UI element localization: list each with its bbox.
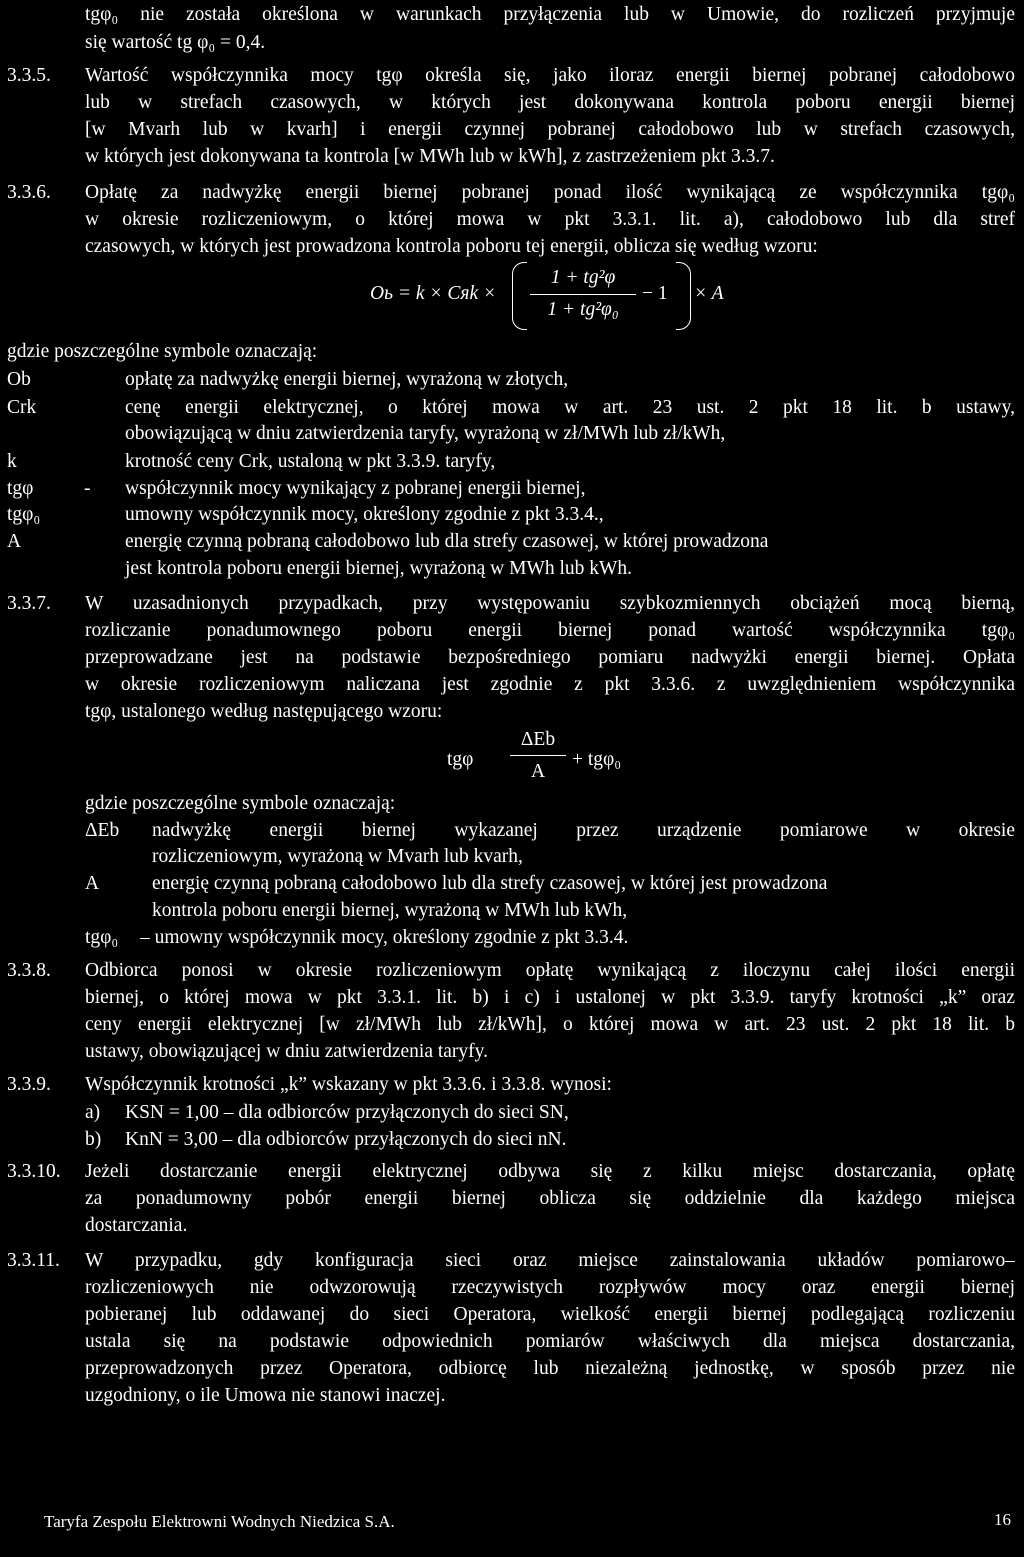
p339-item-a-text: KSN = 1,00 – dla odbiorców przyłączonych do sieci SN,	[125, 1102, 569, 1123]
p336-line-2: w okresie rozliczeniowym, o której mowa w pkt 3.3.1. lit. a), całodobowo lub dla stref	[85, 209, 1015, 230]
p336-line-3: czasowych, w których jest prowadzona kontrola poboru tej energii, oblicza się według wzoru:	[85, 236, 818, 257]
p336-line-1: Opłatę za nadwyżkę energii biernej pobranej ponad ilość wynikającą ze współczynnika tgφ₀	[85, 182, 1015, 203]
symbol-a-2-desc-2: kontrola poboru energii biernej, wyrażoną w MWh lub kWh,	[152, 900, 628, 921]
formula-right-paren	[676, 262, 691, 330]
p3310-line-3: dostarczania.	[85, 1215, 188, 1236]
symbol-delta-eb-desc-1: nadwyżkę energii biernej wykazanej przez urządzenie pomiarowe w okresie	[152, 820, 1015, 841]
p339-item-a-label: a)	[85, 1102, 101, 1123]
symbol-tgphi-desc: współczynnik mocy wynikający z pobranej energii biernej,	[125, 478, 586, 499]
symbol-crk-desc-2: obowiązującą w dniu zatwierdzenia taryfy, wyrażoną w zł/MWh lub zł/kWh,	[125, 423, 726, 444]
symbols-heading-1: gdzie poszczególne symbole oznaczają:	[7, 341, 318, 362]
formula-ob-minus-one: − 1	[642, 283, 668, 304]
symbol-tgphi: tgφ	[7, 478, 34, 499]
symbol-a: A	[7, 531, 22, 552]
section-number-3-3-11: 3.3.11.	[7, 1250, 60, 1271]
p339-item-b-text: KnN = 3,00 – dla odbiorców przyłączonych do sieci nN.	[125, 1129, 567, 1150]
section-number-3-3-5: 3.3.5.	[7, 65, 51, 86]
symbol-delta-eb-desc-2: rozliczeniowym, wyrażoną w Mvarh lub kvarh,	[152, 846, 523, 867]
p3311-line-2: rozliczeniowych nie odwzorowują rzeczywistych rozpływów mocy oraz energii biernej	[85, 1277, 1015, 1298]
symbol-crk-desc-1: cenę energii elektrycznej, o której mowa w art. 23 ust. 2 pkt 18 lit. b ustawy,	[125, 397, 1015, 418]
p339-item-b-label: b)	[85, 1129, 102, 1150]
symbol-a-desc-2: jest kontrola poboru energii biernej, wyrażoną w MWh lub kWh.	[125, 558, 633, 579]
footer-title: Taryfa Zespołu Elektrowni Wodnych Niedzica S.A.	[44, 1512, 395, 1531]
section-number-3-3-9: 3.3.9.	[7, 1074, 51, 1095]
formula-tgphi-denominator: A	[530, 761, 546, 782]
symbol-tgphi0-2-desc: – umowny współczynnik mocy, określony zgodnie z pkt 3.3.4.	[140, 927, 629, 948]
symbol-crk: Crk	[7, 397, 37, 418]
page-number: 16	[994, 1510, 1011, 1529]
formula-tgphi-fraction-bar	[510, 755, 566, 756]
intro-line-1: tgφ₀ nie została określona w warunkach przyłączenia lub w Umowie, do rozliczeń przyjmuje	[85, 4, 1015, 25]
symbol-delta-eb: ΔEb	[85, 820, 120, 841]
p335-line-1: Wartość współczynnika mocy tgφ określa się, jako iloraz energii biernej pobranej całodobowo	[85, 65, 1015, 86]
formula-ob-fraction-bar	[530, 294, 636, 295]
p338-line-2: biernej, o której mowa w pkt 3.3.1. lit. b) i c) i ustalonej w pkt 3.3.9. taryfy krotności „k” oraz	[85, 987, 1015, 1008]
symbol-tgphi-dash: -	[84, 478, 91, 499]
symbol-tgphi0-desc: umowny współczynnik mocy, określony zgodnie z pkt 3.3.4.,	[125, 504, 604, 525]
formula-ob-rhs: × A	[694, 283, 724, 304]
symbol-tgphi0: tgφ₀	[7, 504, 41, 525]
intro-line-2: się wartość tg φ₀ = 0,4.	[85, 32, 266, 53]
p3311-line-3: pobieranej lub oddawanej do sieci Operatora, wielkość energii biernej podlegającą rozliczeniu	[85, 1304, 1015, 1325]
p3310-line-2: za ponadumowny pobór energii biernej oblicza się oddzielnie dla każdego miejsca	[85, 1188, 1015, 1209]
formula-ob-lhs: Oь = k × Cяk ×	[370, 283, 497, 304]
symbol-ob: Ob	[7, 369, 31, 390]
formula-tgphi-numerator: ΔEb	[520, 729, 556, 750]
p338-line-4: ustawy, obowiązującej w dniu zatwierdzenia taryfy.	[85, 1041, 489, 1062]
symbol-a-2-desc-1: energię czynną pobraną całodobowo lub dla strefy czasowej, w której jest prowadzona	[152, 873, 828, 894]
p338-line-1: Odbiorca ponosi w okresie rozliczeniowym opłatę wynikającą z iloczynu całej ilości energii	[85, 960, 1015, 981]
symbol-tgphi0-2: tgφ₀	[85, 927, 119, 948]
p335-line-2: lub w strefach czasowych, w których jest dokonywana kontrola poboru energii biernej	[85, 92, 1015, 113]
p337-line-2: rozliczanie ponadumownego poboru energii biernej ponad wartość współczynnika tgφ₀	[85, 620, 1015, 641]
symbol-k: k	[7, 451, 17, 472]
p3311-line-6: uzgodniony, o ile Umowa nie stanowi inaczej.	[85, 1385, 446, 1406]
section-number-3-3-6: 3.3.6.	[7, 182, 51, 203]
p338-line-3: ceny energii elektrycznej [w zł/MWh lub zł/kWh], o której mowa w art. 23 ust. 2 pkt 18 lit. b	[85, 1014, 1015, 1035]
symbols-heading-2: gdzie poszczególne symbole oznaczają:	[85, 793, 396, 814]
symbol-ob-desc: opłatę za nadwyżkę energii biernej, wyrażoną w złotych,	[125, 369, 569, 390]
p3311-line-5: przeprowadzonych przez Operatora, odbiorcę lub niezależną jednostkę, w sposób przez nie	[85, 1358, 1015, 1379]
p339-line-1: Współczynnik krotności „k” wskazany w pkt 3.3.6. i 3.3.8. wynosi:	[85, 1074, 612, 1095]
section-number-3-3-7: 3.3.7.	[7, 593, 51, 614]
p335-line-3: [w Mvarh lub w kvarh] i energii czynnej pobranej całodobowo lub w strefach czasowych,	[85, 119, 1015, 140]
p337-line-5: tgφ, ustalonego według następującego wzoru:	[85, 701, 443, 722]
symbol-k-desc: krotność ceny Crk, ustaloną w pkt 3.3.9. taryfy,	[125, 451, 496, 472]
symbol-a-2: A	[85, 873, 100, 894]
section-number-3-3-8: 3.3.8.	[7, 960, 51, 981]
p3311-line-4: ustala się na podstawie odpowiednich pomiarów właściwych dla miejsca dostarczania,	[85, 1331, 1015, 1352]
formula-ob-denominator: 1 + tg²φ₀	[547, 299, 619, 320]
p335-line-4: w których jest dokonywana ta kontrola [w MWh lub w kWh], z zastrzeżeniem pkt 3.3.7.	[85, 146, 775, 167]
p337-line-3: przeprowadzane jest na podstawie bezpośredniego pomiaru nadwyżki energii biernej. Opłata	[85, 647, 1015, 668]
p3311-line-1: W przypadku, gdy konfiguracja sieci oraz miejsce zainstalowania układów pomiarowo–	[85, 1250, 1015, 1271]
p337-line-4: w okresie rozliczeniowym naliczana jest zgodnie z pkt 3.3.6. z uwzględnieniem współczynnika	[85, 674, 1015, 695]
formula-ob-numerator: 1 + tg²φ	[550, 267, 616, 288]
section-number-3-3-10: 3.3.10.	[7, 1161, 61, 1182]
formula-tgphi-lhs: tgφ	[447, 749, 474, 770]
symbol-a-desc-1: energię czynną pobraną całodobowo lub dla strefy czasowej, w której prowadzona	[125, 531, 769, 552]
formula-tgphi-rhs: + tgφ₀	[572, 749, 622, 770]
p3310-line-1: Jeżeli dostarczanie energii elektrycznej odbywa się z kilku miejsc dostarczania, opłatę	[85, 1161, 1015, 1182]
p337-line-1: W uzasadnionych przypadkach, przy występowaniu szybkozmiennych obciążeń mocą bierną,	[85, 593, 1015, 614]
formula-left-paren	[512, 262, 527, 330]
